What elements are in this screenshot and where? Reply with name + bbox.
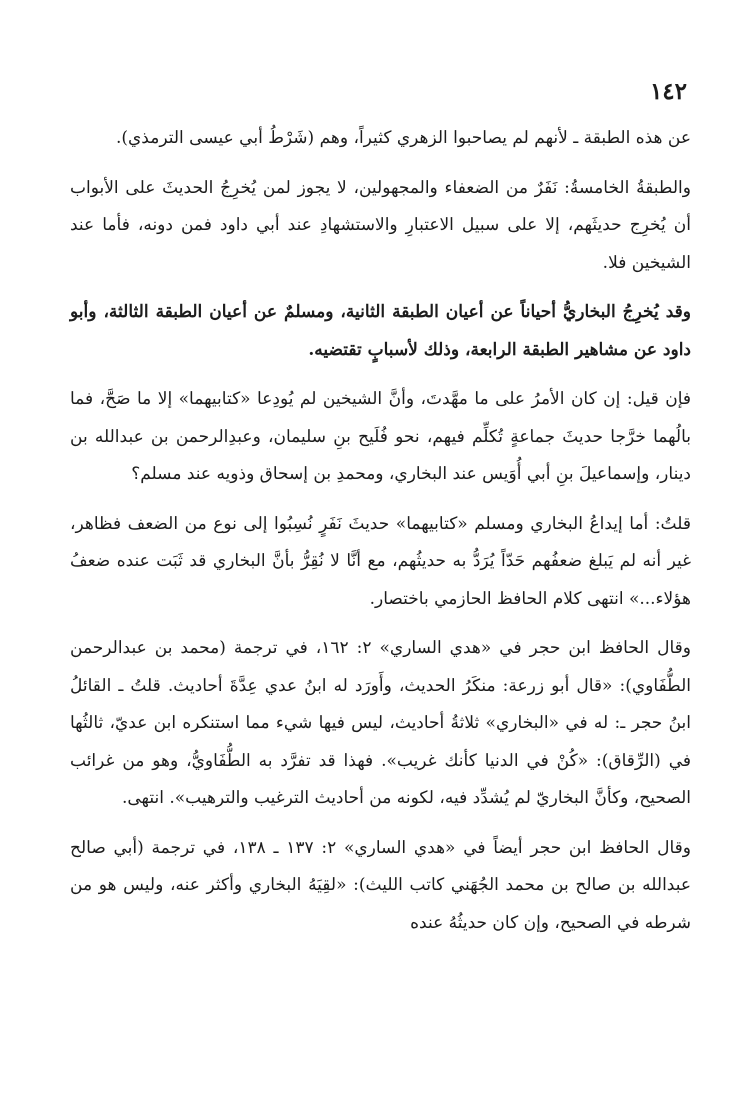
- paragraph-2: والطبقةُ الخامسةُ: نَفَرٌ من الضعفاء والمجهولين، لا يجوز لمن يُخرِجُ الحديثَ على الأبواب أن يُخرِج حديثَهم، إلا على سبيل الاعتبارِ والاستشهادِ عند أبي داود فمن دونه، فأما عند الشيخين فلا.: [70, 177, 691, 273]
- paragraph-5: قلتُ: أما إيداعُ البخاري ومسلم «كتابيهما» حديثَ نَفَرٍ نُسِبُوا إلى نوع من الضعف فظاهر، غير أنه لم يَبلغ ضعفُهم حَدّاً يُرَدُّ به حديثُهم، مع أنَّا لا نُقِرُّ بأنَّ البخاري قد ثَبَت عنده ضعفُ هؤلاء...» انتهى كلام الحافظ الحازمي باختصار.: [70, 513, 691, 609]
- paragraph-6: وقال الحافظ ابن حجر في «هدي الساري» ٢: ١٦٢، في ترجمة (محمد بن عبدالرحمن الطُّفَاوي): «قال أبو زرعة: منكَرُ الحديث، وأَورَد له ابنُ عدي عِدَّةَ أحاديث. قلتُ ـ القائلُ ابنُ حجر ـ: له في «البخاري» ثلاثةُ أحاديث، ليس فيها شيء مما استنكره ابن عديّ، ثالثُها في (الرِّقاق): «كُنْ في الدنيا كأنك غريب». فهذا قد تفرَّد به الطُّفَاويُّ، وهو من غرائب الصحيح، وكأنَّ البخاريّ لم يُشدِّد فيه، لكونه من أحاديث الترغيب والترهيب». انتهى.: [70, 638, 691, 808]
- paragraph-3: وقد يُخرِجُ البخاريُّ أحياناً عن أعيان الطبقة الثانية، ومسلمٌ عن أعيان الطبقة الثالثة، وأبو داود عن مشاهير الطبقة الرابعة، وذلك لأسبابٍ تقتضيه.: [70, 302, 691, 360]
- page-body: [70, 120, 691, 954]
- page-number: ١٤٢: [649, 78, 687, 105]
- paragraph-7: وقال الحافظ ابن حجر أيضاً في «هدي الساري» ٢: ١٣٧ ـ ١٣٨، في ترجمة (أبي صالح عبدالله بن صالح بن محمد الجُهَني كاتب الليث): «لقِيَهُ البخاري وأكثر عنه، وليس هو من شرطه في الصحيح، وإن كان حديثُهُ عنده: [70, 837, 691, 933]
- paragraph-1: عن هذه الطبقة ـ لأنهم لم يصاحبوا الزهري كثيراً، وهم (شَرْطُ أبي عيسى الترمذي).: [115, 128, 691, 148]
- paragraph-4: فإن قيل: إن كان الأمرُ على ما مهَّدتَ، وأنَّ الشيخين لم يُودِعا «كتابيهما» إلا ما صَحَّ، فما بالُهما خرَّجا حديثَ جماعةٍ تُكلِّم فيهم، نحو فُلَيح بنِ سليمان، وعبدِالرحمن بن عبدالله بن دينار، وإسماعيلَ بنِ أبي أُوَيس عند البخاري، ومحمدِ بن إسحاق وذويه عند مسلم؟: [70, 389, 691, 484]
